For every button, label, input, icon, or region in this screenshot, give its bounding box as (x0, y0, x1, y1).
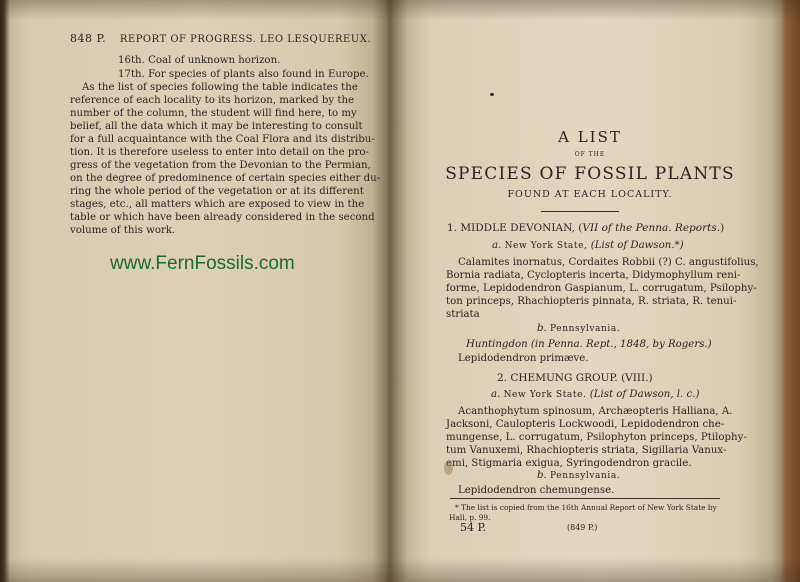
section-2b-subheading (537, 470, 620, 482)
species-line: striata (446, 309, 480, 320)
subheading-state: Pennsylvania. (550, 471, 621, 481)
left-text-line: reference of each locality to its horizon, marked by the (70, 95, 355, 106)
left-text-line: for a full acquaintance with the Coal Flora and its distribu- (70, 134, 375, 145)
section-1-heading-ref: VII of the Penna. Reports. (582, 222, 721, 234)
subheading-label: a. (491, 389, 501, 400)
left-running-head: REPORT OF PROGRESS. LEO LESQUEREUX. (119, 34, 372, 45)
left-text-line: volume of this work. (70, 225, 176, 236)
species-line: tum Vanuxemi, Rhachiopteris striata, Sigillaria Vanux- (446, 445, 727, 456)
left-text-line: belief, all the data which it may be interesting to consult (70, 121, 363, 132)
left-text-line: on the degree of predominence of certain species either du- (70, 173, 381, 184)
section-1-heading-text: 1. MIDDLE DEVONIAN, ( (447, 222, 583, 234)
species-line: Lepidodendron primæve. (458, 353, 589, 364)
left-text-line: stages, etc., all matters which are exposed to view in the (70, 199, 365, 210)
top-shadow (0, 0, 800, 20)
list-subtitle: FOUND AT EACH LOCALITY. (507, 189, 673, 200)
species-line: emi, Stigmaria exigua, Syringodendron gracile. (446, 458, 692, 469)
left-text-line: 17th. For species of plants also found in Europe. (118, 69, 369, 80)
species-line: Calamites inornatus, Cordaites Robbii (?) C. angustifolius, (458, 257, 759, 268)
section-1b-subheading (537, 323, 620, 335)
left-text-line: gress of the vegetation from the Devonian to the Permian, (70, 160, 371, 171)
ink-speck (490, 93, 494, 96)
species-line: forme, Lepidodendron Gaspianum, L. corrugatum, Psilophy- (446, 283, 757, 294)
left-page-number: 848 P. (70, 32, 107, 45)
subheading-ref: (List of Dawson, l. c.) (589, 389, 700, 400)
species-line: Lepidodendron chemungense. (458, 485, 615, 496)
left-text-line: ring the whole period of the vegetation or at its different (70, 186, 364, 197)
left-text-line: number of the column, the student will find here, to my (70, 108, 357, 119)
subheading-label: b. (537, 323, 547, 334)
title-divider (541, 211, 619, 212)
left-text-line: As the list of species following the table indicates the (82, 82, 358, 93)
bottom-shadow (0, 558, 800, 582)
list-main-title: SPECIES OF FOSSIL PLANTS (445, 164, 735, 184)
right-page-number: 54 P. (460, 521, 487, 534)
footnote-divider (450, 498, 720, 499)
subheading-label: a. (492, 240, 502, 251)
subheading-state: New York State. (503, 390, 587, 400)
species-line: mungense, L. corrugatum, Psilophyton princeps, Ptilophy- (446, 432, 747, 443)
section-2-heading: 2. CHEMUNG GROUP. (VIII.) (497, 372, 653, 384)
section-1-heading-close: ) (720, 222, 725, 234)
section-2a-subheading (491, 389, 699, 401)
subheading-ref: (List of Dawson.*) (590, 240, 684, 251)
page-stain (444, 461, 453, 475)
species-line: ton princeps, Rhachiopteris pinnata, R. striata, R. tenui- (446, 296, 737, 307)
section-1-heading (447, 222, 724, 234)
list-title: A LIST (558, 128, 622, 146)
footnote-line: * The list is copied from the 16th Annual Report of New York State by (455, 503, 717, 512)
left-text-line: table or which have been already considered in the second (70, 212, 375, 223)
species-line: Jacksoni, Caulopteris Lockwoodi, Lepidodendron che- (446, 419, 725, 430)
subheading-state: New York State, (504, 241, 588, 251)
locality-line: Huntingdon (in Penna. Rept., 1848, by Rogers.) (466, 339, 712, 350)
list-title-connector: OF THE (574, 151, 606, 158)
subheading-state: Pennsylvania. (550, 324, 621, 334)
section-1a-subheading (492, 240, 684, 252)
species-line: Bornia radiata, Cyclopteris incerta, Didymophyllum reni- (446, 270, 741, 281)
watermark-link[interactable]: www.FernFossils.com (110, 253, 295, 274)
left-text-line: tion. It is therefore useless to enter into detail on the pro- (70, 147, 369, 158)
left-page-header (70, 32, 370, 45)
left-text-line: 16th. Coal of unknown horizon. (118, 55, 281, 66)
subheading-label: b. (537, 470, 547, 481)
right-page-number-alt: (849 P.) (567, 523, 598, 532)
footnote-line: Hall, p. 99. (449, 513, 491, 522)
species-line: Acanthophytum spinosum, Archæopteris Halliana, A. (458, 406, 733, 417)
